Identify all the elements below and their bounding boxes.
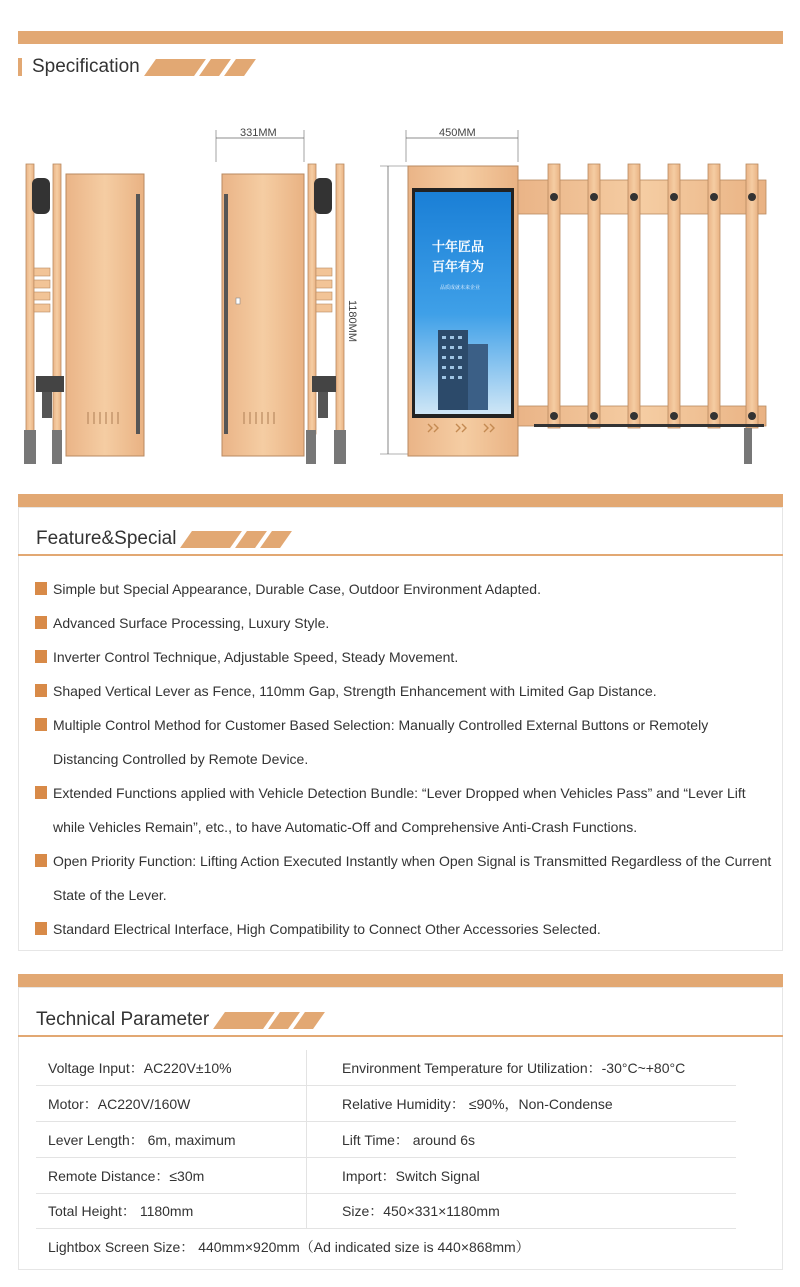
title-slashes-decoration	[150, 59, 255, 76]
spec-top-bar	[18, 31, 783, 44]
dimension-height-label: 1180MM	[346, 300, 358, 342]
feature-title-text: Feature&Special	[36, 528, 177, 549]
feature-top-bar	[18, 494, 783, 507]
param-left: Remote Distance：≤30m	[48, 1168, 205, 1184]
param-left: Total Height： 1180mm	[48, 1203, 194, 1219]
param-right: Import：Switch Signal	[342, 1168, 480, 1184]
technical-title-text: Technical Parameter	[36, 1009, 210, 1030]
front-view	[380, 130, 766, 464]
param-row	[48, 1122, 738, 1158]
param-row	[48, 1193, 738, 1229]
param-left: Voltage Input：AC220V±10%	[48, 1060, 232, 1076]
technical-title-divider	[18, 1035, 783, 1037]
spec-drawings	[18, 118, 783, 473]
spec-section-title	[18, 56, 255, 78]
param-right: Environment Temperature for Utilization：-30°C~+80°C	[342, 1060, 686, 1076]
feature-item: Simple but Special Appearance, Durable Case, Outdoor Environment Adapted.	[35, 572, 775, 606]
param-row-lightbox	[48, 1229, 738, 1265]
feature-item: Extended Functions applied with Vehicle Detection Bundle: “Lever Dropped when Vehicles Pass” and “Lever Lift while Vehicles Remain”, etc., to have Automatic-Off and Comprehensive Anti-Crash Functions.	[35, 776, 775, 844]
right-side-view	[216, 130, 346, 464]
param-right: Lift Time： around 6s	[342, 1132, 476, 1148]
spec-title-text: Specification	[32, 56, 140, 77]
feature-section-title	[36, 528, 291, 550]
param-right: Relative Humidity： ≤90%，Non-Condense	[342, 1096, 613, 1112]
param-row	[48, 1086, 738, 1122]
dimension-depth-label: 331MM	[240, 127, 277, 139]
title-accent-mark	[18, 58, 22, 76]
screen-ad-line2: 百年有为	[432, 259, 485, 274]
param-right: Size：450×331×1180mm	[342, 1203, 500, 1219]
param-row	[48, 1050, 738, 1086]
feature-item: Shaped Vertical Lever as Fence, 110mm Gap, Strength Enhancement with Limited Gap Distance.	[35, 674, 775, 708]
feature-title-divider	[18, 554, 783, 556]
feature-item: Advanced Surface Processing, Luxury Style.	[35, 606, 775, 640]
feature-list	[35, 572, 775, 946]
param-left: Motor：AC220V/160W	[48, 1096, 191, 1112]
feature-item: Open Priority Function: Lifting Action Executed Instantly when Open Signal is Transmitted Regardless of the Current State of the Lever.	[35, 844, 775, 912]
title-slashes-decoration	[219, 1012, 324, 1029]
technical-top-bar	[18, 974, 783, 987]
feature-item: Inverter Control Technique, Adjustable Speed, Steady Movement.	[35, 640, 775, 674]
param-row	[48, 1158, 738, 1194]
param-left: Lever Length： 6m, maximum	[48, 1132, 236, 1148]
feature-item: Standard Electrical Interface, High Compatibility to Connect Other Accessories Selected.	[35, 912, 775, 946]
title-slashes-decoration	[186, 531, 291, 548]
screen-ad-line3: 品质成就未来企业	[440, 285, 481, 291]
param-lightbox-size: Lightbox Screen Size： 440mm×920mm（Ad indicated size is 440×868mm）	[48, 1239, 530, 1255]
screen-ad-line1: 十年匠品	[432, 239, 485, 254]
feature-item: Multiple Control Method for Customer Based Selection: Manually Controlled External Buttons or Remotely Distancing Controlled by Remote Device.	[35, 708, 775, 776]
technical-section-title	[36, 1009, 324, 1031]
left-side-view	[24, 164, 144, 464]
dimension-width-label: 450MM	[439, 127, 476, 139]
